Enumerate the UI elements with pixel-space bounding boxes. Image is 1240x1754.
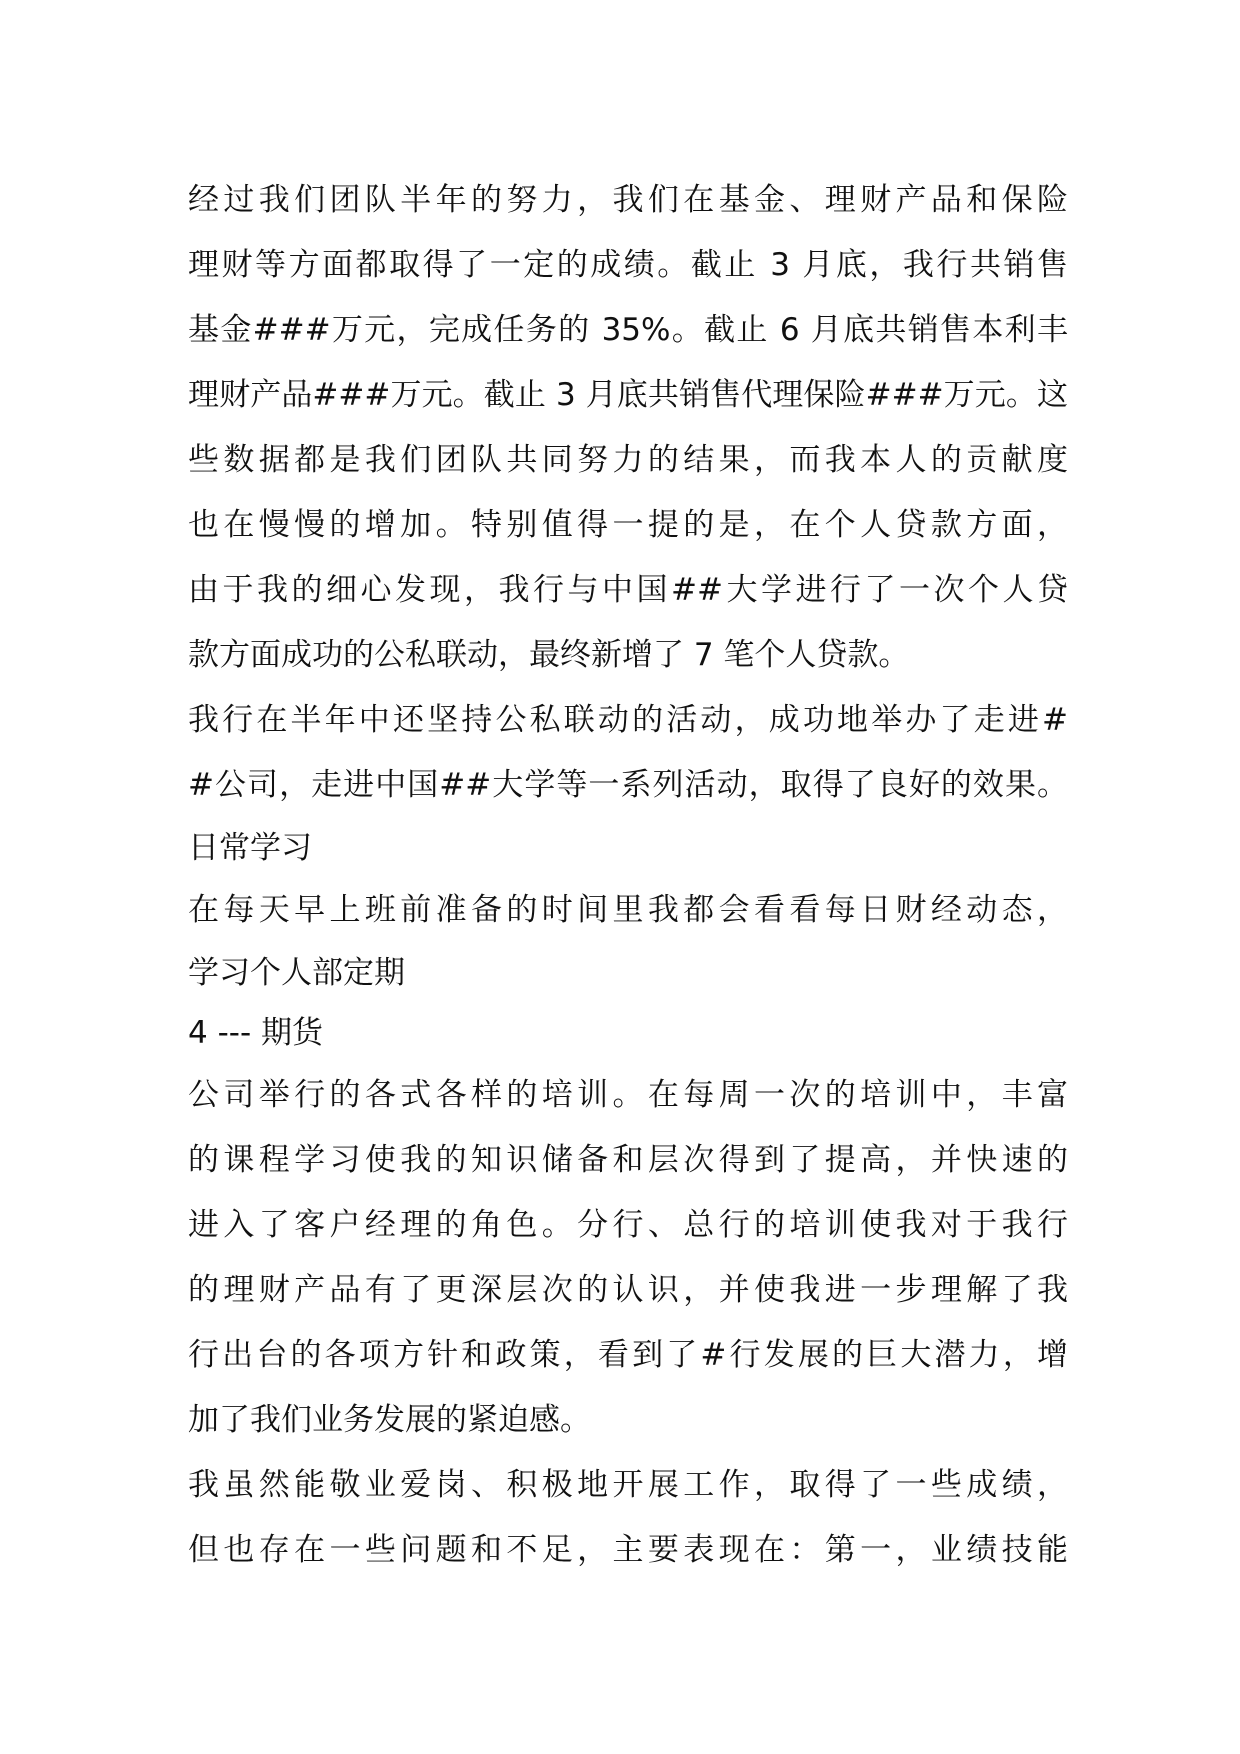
text-line: 的课程学习使我的知识储备和层次得到了提高，并快速的 bbox=[188, 1142, 1068, 1178]
text-line: 理财等方面都取得了一定的成绩。截止 3 月底，我行共销售 bbox=[188, 247, 1068, 283]
text-line: 我虽然能敬业爱岗、积极地开展工作，取得了一些成绩， bbox=[188, 1467, 1068, 1503]
text-line: 理财产品###万元。截止 3 月底共销售代理保险###万元。这 bbox=[188, 377, 1068, 413]
text-line: 也在慢慢的增加。特别值得一提的是，在个人贷款方面， bbox=[188, 507, 1068, 543]
text-line: 4 --- 期货 bbox=[188, 1015, 323, 1051]
text-line: 由于我的细心发现，我行与中国##大学进行了一次个人贷 bbox=[188, 572, 1068, 608]
text-line: 进入了客户经理的角色。分行、总行的培训使我对于我行 bbox=[188, 1207, 1068, 1243]
text-line: 基金###万元，完成任务的 35%。截止 6 月底共销售本利丰 bbox=[188, 312, 1068, 348]
text-line: 行出台的各项方针和政策，看到了#行发展的巨大潜力，增 bbox=[188, 1337, 1068, 1373]
text-line: #公司，走进中国##大学等一系列活动，取得了良好的效果。 bbox=[188, 767, 1068, 803]
text-line: 款方面成功的公私联动，最终新增了 7 笔个人贷款。 bbox=[188, 637, 910, 673]
text-line: 公司举行的各式各样的培训。在每周一次的培训中，丰富 bbox=[188, 1077, 1068, 1113]
text-line: 些数据都是我们团队共同努力的结果，而我本人的贡献度 bbox=[188, 442, 1068, 478]
text-line: 在每天早上班前准备的时间里我都会看看每日财经动态， bbox=[188, 892, 1068, 928]
text-line: 经过我们团队半年的努力，我们在基金、理财产品和保险 bbox=[188, 182, 1068, 218]
document-body bbox=[188, 168, 1068, 1583]
section-heading: 日常学习 bbox=[188, 830, 312, 866]
text-line: 但也存在一些问题和不足，主要表现在：第一，业绩技能 bbox=[188, 1532, 1068, 1568]
text-line: 加了我们业务发展的紧迫感。 bbox=[188, 1402, 591, 1438]
text-line: 的理财产品有了更深层次的认识，并使我进一步理解了我 bbox=[188, 1272, 1068, 1308]
text-line: 学习个人部定期 bbox=[188, 955, 405, 991]
text-line: 我行在半年中还坚持公私联动的活动，成功地举办了走进# bbox=[188, 702, 1068, 738]
